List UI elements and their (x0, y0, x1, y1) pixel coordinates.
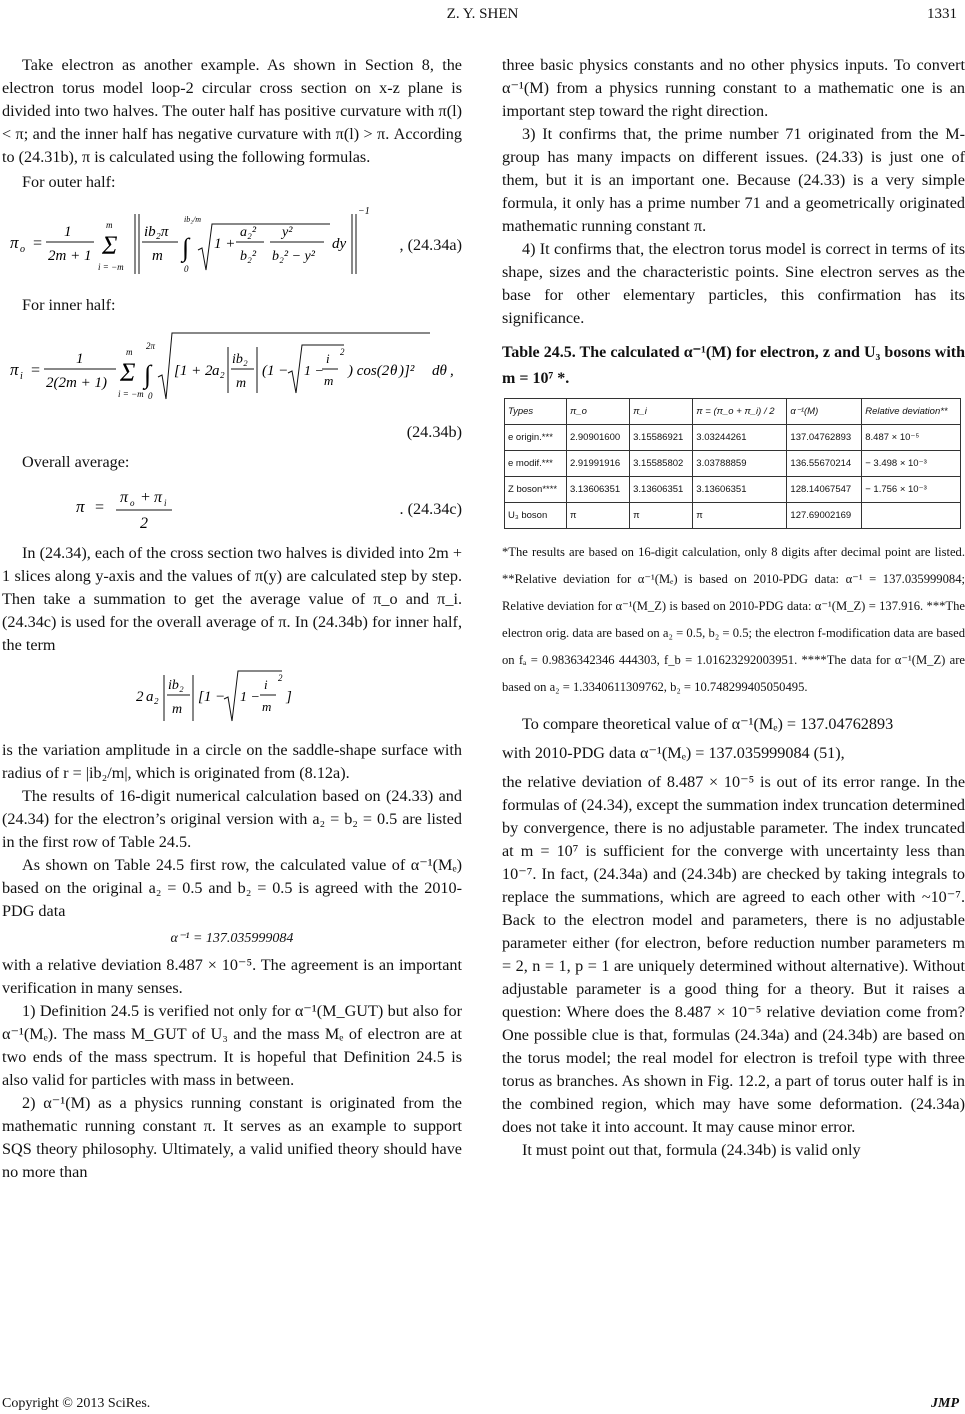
svg-text:a₂: a₂ (146, 689, 159, 705)
results-table (504, 398, 961, 529)
svg-text:o: o (130, 498, 135, 508)
table-footnote: *The results are based on 16-digit calculation, only 8 digits after decimal point are listed. **Relative deviation for α⁻¹(Mₑ) is based on 2010-PDG data: α⁻¹ = 137.035999084; Relative deviation for α⁻¹(M_Z) is based on 2010-PDG data: α⁻¹(M_Z) = 137.916. ***The electron orig. data are based on a₂ = 0.5, b₂ = 0.5; the electron f-modification data are based on fₐ = 0.9836342346 444303, f_b = 1.01623292003951. ****The data for α⁻¹(M_Z) are based on a₂ = 1.3340611309762, b₂ = 10.748299405050495. (502, 545, 965, 694)
svg-text:−1: −1 (358, 206, 370, 217)
table-header-cell: Types (505, 399, 567, 425)
table-cell: 3.15586921 (630, 425, 693, 451)
svg-text:0: 0 (148, 391, 153, 401)
inner-half-label: For inner half: (22, 296, 116, 314)
svg-text:) cos(2: ) cos(2 (348, 363, 390, 379)
svg-text:Σ: Σ (102, 231, 118, 260)
pdg-value: α⁻¹ = 137.035999084 (170, 931, 294, 946)
svg-text:∫: ∫ (144, 360, 152, 389)
svg-text:m: m (172, 702, 183, 717)
header-title: Z. Y. SHEN (446, 6, 519, 22)
equation-24-34a (2, 200, 462, 288)
table-cell: 137.04762893 (787, 425, 862, 451)
paragraph: The results of 16-digit numerical calculation based on (24.33) and (24.34) for the electron’s original version with a₂ = b₂ = 0.5 are listed in the first row of Table 24.5. (2, 787, 462, 851)
svg-text:b₂² − y²: b₂² − y² (272, 249, 315, 264)
svg-text:o: o (20, 244, 25, 255)
svg-text:ib₂: ib₂ (168, 678, 184, 693)
svg-text:i: i (326, 351, 330, 366)
table-header-cell: π_i (630, 399, 693, 425)
svg-text:1: 1 (76, 351, 84, 367)
svg-text:π: π (10, 233, 19, 252)
table-cell: π (630, 503, 693, 529)
svg-text:i: i (164, 498, 167, 508)
svg-text:a₂: a₂ (212, 363, 225, 379)
running-header (0, 6, 965, 26)
table-cell: 3.13606351 (630, 477, 693, 503)
equation-24-34b-graphic (2, 323, 462, 415)
paragraph: Take electron as another example. As shown in Section 8, the electron torus model loop-2 circular cross section on x-z plane is divided into two halves. The outer half has positive curvature with π(l) < π; and the inner half has negative curvature with π(l) > π. According to (24.31b), π is calculated using the following formulas. (2, 56, 462, 166)
table-header-cell: α⁻¹(M) (787, 399, 862, 425)
table-cell: 3.13606351 (693, 477, 787, 503)
page-number: 1331 (927, 6, 957, 22)
copyright: Copyright © 2013 SciRes. (2, 1396, 151, 1411)
table-cell: π (566, 503, 629, 529)
svg-text:2m + 1: 2m + 1 (48, 248, 92, 264)
svg-text:2: 2 (140, 515, 148, 532)
svg-text:π: π (10, 360, 19, 379)
outer-half-label: For outer half: (22, 173, 116, 191)
svg-text:,: , (450, 363, 454, 379)
svg-text:ib₂/m: ib₂/m (184, 215, 202, 224)
svg-text:=: = (94, 499, 105, 516)
paragraph: the relative deviation of 8.487 × 10⁻⁵ is out of its error range. In the formulas of (24.34), except the summation index truncation determined by convergence, there is no adjustable parameter. The index truncated at m = 10⁷ is sufficient for the converge with uncertainty less than 10⁻⁷. In fact, (24.34a) and (24.34b) are checked by taking integrals to replace the summations, which are agreed to each other with ~10⁻⁷. Back to the electron model and parameters, there is no adjustable parameter either (for electron, before reduction number parameters m = 2, n = 1, p = 1 are uniquely determined without alternative). Without adjustable parameter is a good thing for a theory. But it raises a question: Where does the 8.487 × 10⁻⁵ relative deviation come from? One possible clue is that, formulas (24.34a) and (24.34b) are based on the torus model; the real model for electron is trefoil type with three torus as branches. As shown in Fig. 12.2, a part of torus outer half is in the combined region, which may have some deformation. (24.34a) does not take it into account. It may cause minor error. (502, 773, 965, 1136)
svg-text:π: π (76, 497, 85, 516)
paragraph: As shown on Table 24.5 first row, the calculated value of α⁻¹(Mₑ) based on the original a₂ = 0.5 and b₂ = 0.5 is agreed with the 2010-PDG data (2, 856, 462, 920)
svg-text:ib₂π: ib₂π (144, 224, 169, 240)
table-cell: e origin.*** (505, 425, 567, 451)
equation-number: , (24.34a) (399, 236, 462, 254)
equation-24-34a-graphic (2, 200, 462, 288)
svg-text:b₂²: b₂² (240, 249, 257, 264)
table-row (505, 477, 961, 503)
svg-text:y²: y² (282, 225, 293, 240)
svg-text:2: 2 (278, 673, 283, 683)
svg-text:π: π (154, 489, 163, 506)
svg-text:m: m (262, 699, 272, 714)
table-cell: 128.14067547 (787, 477, 862, 503)
table-header-cell: π_o (566, 399, 629, 425)
svg-text:∫: ∫ (182, 233, 190, 262)
paragraph: with 2010-PDG data α⁻¹(Mₑ) = 137.035999084 (51), (502, 744, 845, 762)
table-cell: e modif.*** (505, 451, 567, 477)
svg-text:2: 2 (340, 347, 345, 357)
svg-text:1: 1 (64, 224, 72, 240)
svg-text:+: + (140, 489, 151, 506)
svg-text:i: i (20, 371, 23, 382)
paragraph: It must point out that, formula (24.34b) is valid only (522, 1141, 861, 1159)
table-cell: − 3.498 × 10⁻³ (862, 451, 961, 477)
table-cell: 136.55670214 (787, 451, 862, 477)
paragraph: three basic physics constants and no other physics inputs. To convert α⁻¹(M) from a physics running constant to a mathematic one is an important step toward the right direction. (502, 56, 965, 120)
svg-text:(1 −: (1 − (262, 363, 289, 379)
svg-text:θ: θ (390, 363, 398, 379)
svg-text:1 −: 1 − (304, 364, 324, 379)
svg-text:[1 −: [1 − (198, 689, 226, 705)
svg-text:2: 2 (136, 689, 144, 705)
table-cell: 3.03244261 (693, 425, 787, 451)
svg-text:i: i (264, 677, 268, 692)
table-cell: Z boson**** (505, 477, 567, 503)
svg-text:=: = (32, 235, 43, 252)
table-header-cell: π = (π_o + π_i) / 2 (693, 399, 787, 425)
svg-text:]: ] (286, 689, 292, 705)
paragraph: 3) It confirms that, the prime number 71 originated from the M-group has many impacts on different issues. (24.33) is just one of them, but it is an important one. Because (24.33) is a very simple formula, it only has a prime number 71 and a geometrically originated mathematic running constant π. (502, 125, 965, 235)
variation-term (2, 663, 462, 733)
svg-text:0: 0 (184, 264, 189, 274)
svg-text:dθ: dθ (432, 363, 447, 379)
svg-text:2(2m + 1): 2(2m + 1) (46, 375, 107, 391)
equation-24-34c-graphic (72, 480, 372, 536)
svg-text:m: m (106, 220, 113, 230)
overall-average-label: Overall average: (22, 453, 130, 471)
table-cell: 2.91991916 (566, 451, 629, 477)
svg-text:1 +: 1 + (214, 236, 236, 252)
equation-number-row (2, 421, 462, 445)
paragraph: with a relative deviation 8.487 × 10⁻⁵. The agreement is an important verification in many senses. (2, 956, 462, 997)
table-row (505, 451, 961, 477)
svg-text:m: m (236, 376, 247, 391)
table-row (505, 503, 961, 529)
svg-text:m: m (324, 373, 334, 388)
svg-text:i = −m: i = −m (98, 262, 124, 272)
table-header-row (505, 399, 961, 425)
table-cell: 3.15585802 (630, 451, 693, 477)
svg-text:a₂²: a₂² (240, 225, 257, 240)
table-cell: 3.13606351 (566, 477, 629, 503)
paragraph: To compare theoretical value of α⁻¹(Mₑ) = 137.04762893 (522, 715, 894, 733)
equation-number: (24.34b) (406, 423, 462, 441)
svg-text:Σ: Σ (120, 358, 136, 387)
svg-text:π: π (120, 489, 129, 506)
svg-text:dy: dy (332, 236, 347, 252)
paragraph: 2) α⁻¹(M) as a physics running constant is originated from the mathematic running constant π. It serves as an example to support SQS theory philosophy. Ultimately, a valid unified theory should have no more than (2, 1094, 462, 1181)
equation-24-34c (2, 480, 462, 536)
table-header-cell: Relative deviation** (862, 399, 961, 425)
svg-text:m: m (152, 248, 163, 264)
table-row (505, 425, 961, 451)
right-column (502, 54, 965, 1162)
paragraph: 1) Definition 24.5 is verified not only for α⁻¹(M_GUT) but also for α⁻¹(Mₑ). The mass M_GUT of U₃ and the mass Mₑ of electron are at two ends of the mass spectrum. It is hopeful that Definition 24.5 is also valid for particles with mass in between. (2, 1002, 462, 1089)
svg-text:[1 + 2: [1 + 2 (174, 363, 213, 379)
variation-term-graphic (132, 663, 332, 733)
svg-text:=: = (30, 362, 41, 379)
journal-name: JMP (931, 1396, 959, 1411)
svg-text:2π: 2π (146, 341, 156, 351)
table-cell: − 1.756 × 10⁻³ (862, 477, 961, 503)
left-column (2, 54, 462, 1184)
paragraph: In (24.34), each of the cross section two halves is divided into 2m + 1 slices along y-axis and the values of π(y) are calculated step by step. Then take a summation to get the average value of π_o and π_i. (24.34c) is used for the overall average of π. In (24.34b) for inner half, the term (2, 544, 462, 654)
svg-text:m: m (126, 347, 133, 357)
table-cell: 127.69002169 (787, 503, 862, 529)
svg-text:1 −: 1 − (240, 690, 260, 705)
paragraph: is the variation amplitude in a circle on the saddle-shape surface with radius of r = |ib₂/m|, which is originated from (8.12a). (2, 741, 462, 782)
table-cell: 3.03788859 (693, 451, 787, 477)
table-cell: 8.487 × 10⁻⁵ (862, 425, 961, 451)
svg-text:ib₂: ib₂ (232, 352, 248, 367)
svg-text:)]²: )]² (399, 363, 415, 379)
table-caption: Table 24.5. The calculated α⁻¹(M) for electron, z and U₃ bosons with m = 10⁷ *. (502, 344, 965, 387)
equation-number: . (24.34c) (399, 500, 462, 518)
paragraph: 4) It confirms that, the electron torus model is correct in terms of its shape, sizes and the characteristic points. Sine electron serves as the base for other elementary particles, this confirmation has its significance. (502, 240, 965, 327)
equation-24-34b (2, 323, 462, 415)
table-cell: π (693, 503, 787, 529)
table-cell: 2.90901600 (566, 425, 629, 451)
svg-text:i = −m: i = −m (118, 389, 144, 399)
table-cell (862, 503, 961, 529)
table-cell: U₃ boson (505, 503, 567, 529)
